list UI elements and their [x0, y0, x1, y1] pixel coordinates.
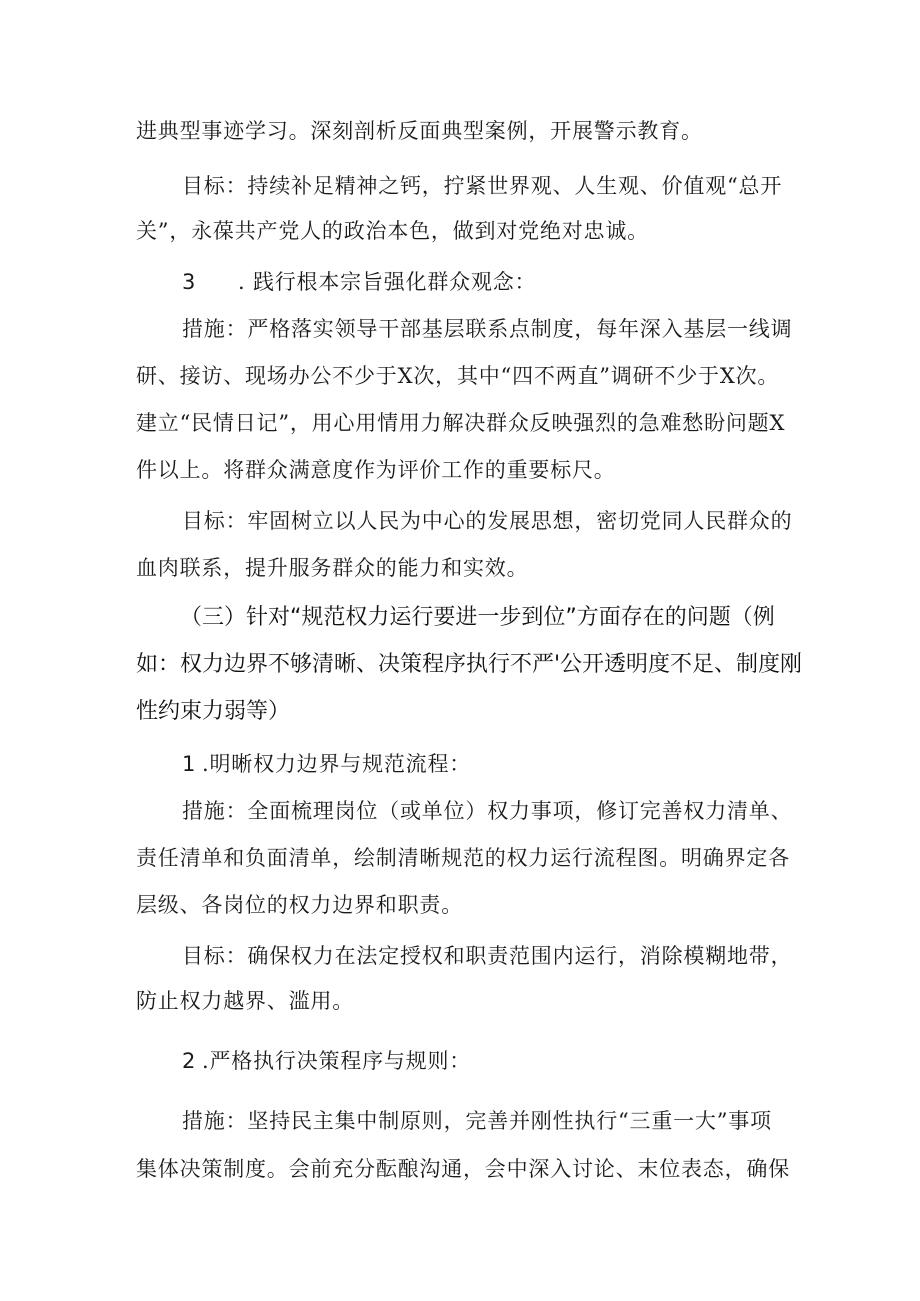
item-number: 3	[182, 270, 197, 294]
measure-paragraph-line: 措施：严格落实领导干部基层联系点制度，每年深入基层一线调	[182, 317, 793, 341]
section-heading-line: 性约束力弱等）	[136, 699, 291, 724]
paragraph-line: 层级、各岗位的权力边界和职责。	[136, 893, 463, 917]
paragraph-line: 防止权力越界、滥用。	[136, 989, 354, 1013]
paragraph-line: 关”，永葆共产党人的政治本色，做到对党绝对忠诚。	[136, 219, 649, 243]
goal-paragraph-line: 目标：牢固树立以人民为中心的发展思想，密切党同人民群众的	[182, 509, 793, 533]
paragraph-line: 研、接访、现场办公不少于X次，其中“四不两直”调研不少于X次。	[136, 364, 780, 388]
item-title: .严格执行决策程序与规则：	[202, 1049, 472, 1073]
paragraph-line: 血肉联系，提升服务群众的能力和实效。	[136, 556, 529, 580]
measure-paragraph-line: 措施：全面梳理岗位（或单位）权力事项，修订完善权力清单、	[182, 799, 793, 823]
paragraph-line: 件以上。将群众满意度作为评价工作的重要标尺。	[136, 458, 616, 482]
section-heading-line: 如：权力边界不够清晰、决策程序执行不严'公开透明度不足、制度刚	[136, 652, 803, 677]
measure-paragraph-line: 措施：坚持民主集中制原则，完善并刚性执行“三重一大”事项	[182, 1109, 772, 1133]
item-number: 1	[182, 752, 197, 776]
paragraph-line: 建立“民情日记”，用心用情用力解决群众反映强烈的急难愁盼问题X	[136, 411, 786, 435]
paragraph-line: 进典型事迹学习。深刻剖析反面典型案例，开展警示教育。	[136, 119, 703, 143]
paragraph-line: 集体决策制度。会前充分酝酿沟通，会中深入讨论、末位表态，确保	[136, 1157, 790, 1181]
section-item-1	[182, 749, 842, 779]
goal-paragraph-line: 目标：持续补足精神之钙，拧紧世界观、人生观、价值观“总开	[182, 174, 783, 198]
section-heading-3: （三）针对“规范权力运行要进一步到位”方面存在的问题（例	[180, 605, 775, 630]
paragraph-line: 责任清单和负面清单，绘制清晰规范的权力运行流程图。明确界定各	[136, 846, 790, 870]
section-item-2	[182, 1046, 842, 1076]
goal-paragraph-line: 目标：确保权力在法定授权和职责范围内运行，消除模糊地带，	[182, 944, 793, 968]
item-number: 2	[182, 1049, 197, 1073]
item-title: . 践行根本宗旨强化群众观念：	[238, 270, 537, 294]
item-title: .明晰权力边界与规范流程：	[202, 752, 472, 776]
section-item-3	[182, 267, 842, 297]
